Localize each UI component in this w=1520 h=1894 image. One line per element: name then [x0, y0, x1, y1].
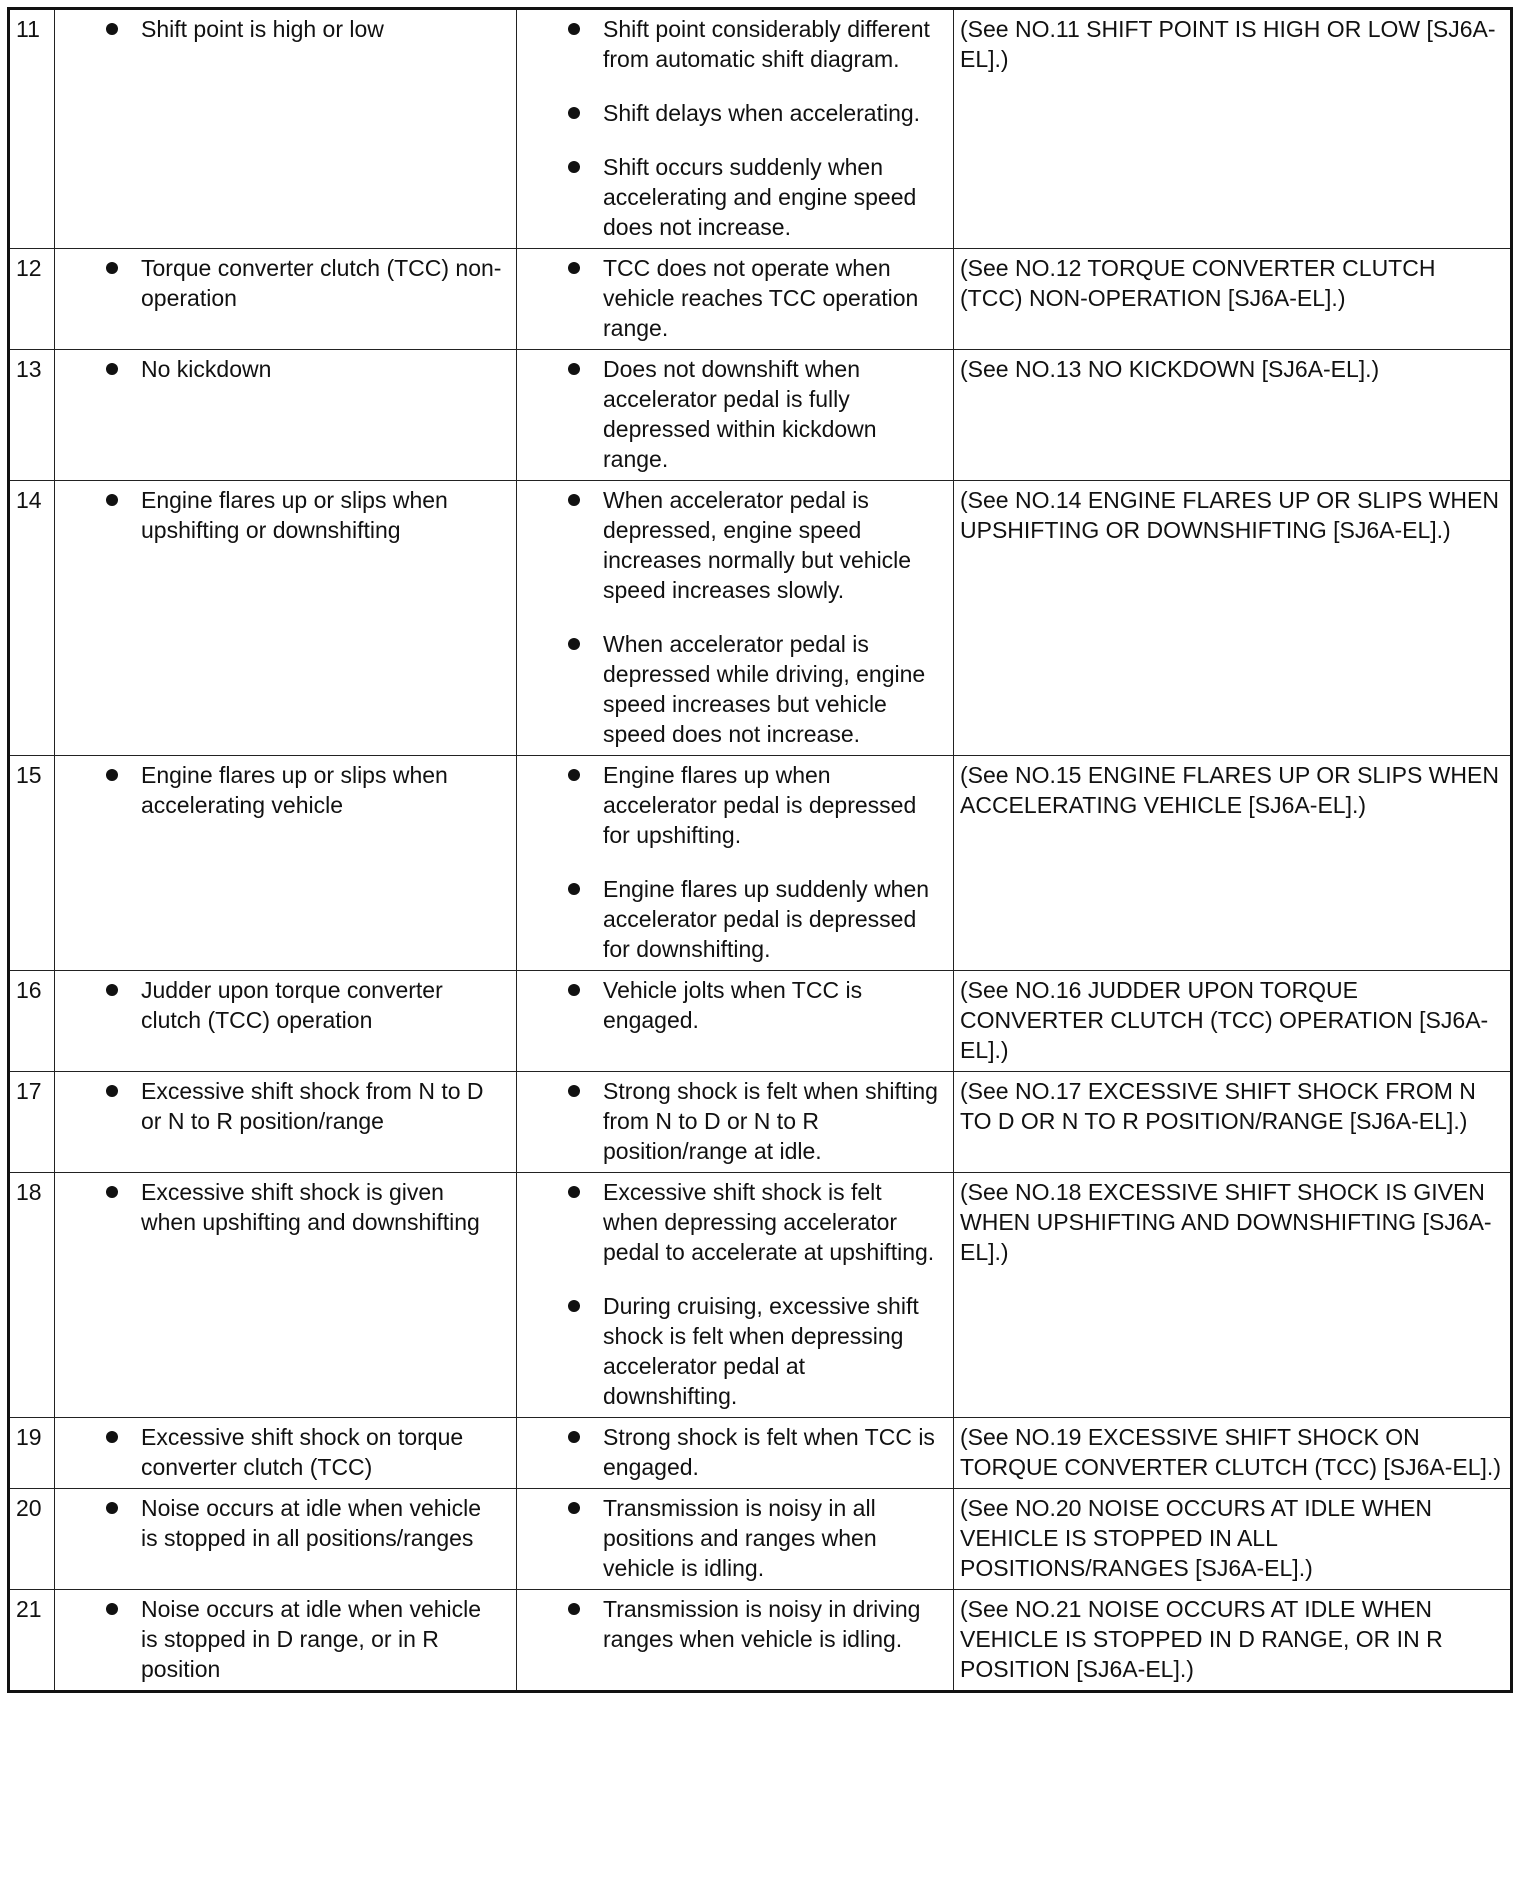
symptom-cell	[55, 756, 517, 971]
condition-text: When accelerator pedal is depressed while driving, engine speed increases but vehicle speed does not increase.	[603, 631, 926, 747]
table-row	[9, 756, 1512, 971]
condition-item	[523, 14, 947, 74]
condition-text: Vehicle jolts when TCC is engaged.	[603, 977, 863, 1033]
row-number: 20	[9, 1489, 55, 1590]
reference-cell: (See NO.21 NOISE OCCURS AT IDLE WHEN VEHICLE IS STOPPED IN D RANGE, OR IN R POSITION [SJ6A-EL].)	[954, 1590, 1512, 1692]
bullet-icon	[568, 638, 580, 650]
bullet-icon	[568, 769, 580, 781]
bullet-icon	[106, 1186, 118, 1198]
bullet-icon	[568, 1186, 580, 1198]
condition-cell	[517, 1489, 954, 1590]
condition-item	[523, 1422, 947, 1482]
reference-cell: (See NO.11 SHIFT POINT IS HIGH OR LOW [SJ6A-EL].)	[954, 9, 1512, 249]
bullet-icon	[568, 161, 580, 173]
symptom-text: Excessive shift shock on torque converter clutch (TCC)	[141, 1424, 464, 1480]
symptom-cell	[55, 1590, 517, 1692]
reference-cell: (See NO.20 NOISE OCCURS AT IDLE WHEN VEHICLE IS STOPPED IN ALL POSITIONS/RANGES [SJ6A-EL].)	[954, 1489, 1512, 1590]
symptom-text: Judder upon torque converter clutch (TCC) operation	[141, 977, 443, 1033]
condition-item	[523, 152, 947, 242]
bullet-icon	[568, 107, 580, 119]
reference-cell: (See NO.19 EXCESSIVE SHIFT SHOCK ON TORQUE CONVERTER CLUTCH (TCC) [SJ6A-EL].)	[954, 1418, 1512, 1489]
row-number: 16	[9, 971, 55, 1072]
symptom-text: Excessive shift shock is given when upshifting and downshifting	[141, 1179, 480, 1235]
symptom-cell	[55, 481, 517, 756]
table-row	[9, 1173, 1512, 1418]
symptom-text: Noise occurs at idle when vehicle is stopped in all positions/ranges	[141, 1495, 482, 1551]
condition-text: Shift point considerably different from automatic shift diagram.	[603, 16, 930, 72]
symptom-cell	[55, 1173, 517, 1418]
condition-item	[523, 975, 947, 1035]
troubleshooting-page	[7, 7, 1510, 1693]
table-row	[9, 9, 1512, 249]
reference-cell: (See NO.14 ENGINE FLARES UP OR SLIPS WHEN UPSHIFTING OR DOWNSHIFTING [SJ6A-EL].)	[954, 481, 1512, 756]
bullet-icon	[106, 1431, 118, 1443]
bullet-icon	[106, 984, 118, 996]
bullet-icon	[568, 262, 580, 274]
row-number: 14	[9, 481, 55, 756]
reference-cell: (See NO.15 ENGINE FLARES UP OR SLIPS WHEN ACCELERATING VEHICLE [SJ6A-EL].)	[954, 756, 1512, 971]
bullet-icon	[568, 363, 580, 375]
symptom-text: Noise occurs at idle when vehicle is stopped in D range, or in R position	[141, 1596, 482, 1682]
symptom-item	[61, 354, 510, 384]
condition-item	[523, 98, 947, 128]
symptom-cell	[55, 350, 517, 481]
symptom-item	[61, 1177, 510, 1237]
bullet-icon	[106, 494, 118, 506]
row-number: 17	[9, 1072, 55, 1173]
condition-cell	[517, 971, 954, 1072]
table-row	[9, 1418, 1512, 1489]
condition-cell	[517, 1590, 954, 1692]
table-row	[9, 1590, 1512, 1692]
condition-text: Engine flares up suddenly when accelerator pedal is depressed for downshifting.	[603, 876, 930, 962]
condition-item	[523, 1594, 947, 1654]
condition-item	[523, 354, 947, 474]
condition-text: During cruising, excessive shift shock is felt when depressing accelerator pedal at downshifting.	[603, 1293, 919, 1409]
condition-cell	[517, 1418, 954, 1489]
table-row	[9, 1489, 1512, 1590]
symptom-cell	[55, 9, 517, 249]
bullet-icon	[568, 984, 580, 996]
symptom-item	[61, 253, 510, 313]
table-body	[9, 9, 1512, 1692]
symptom-item	[61, 485, 510, 545]
condition-text: Strong shock is felt when TCC is engaged.	[603, 1424, 935, 1480]
row-number: 18	[9, 1173, 55, 1418]
bullet-icon	[106, 769, 118, 781]
row-number: 13	[9, 350, 55, 481]
bullet-icon	[568, 23, 580, 35]
symptom-item	[61, 14, 510, 44]
condition-item	[523, 485, 947, 605]
reference-cell: (See NO.12 TORQUE CONVERTER CLUTCH (TCC) NON-OPERATION [SJ6A-EL].)	[954, 249, 1512, 350]
condition-item	[523, 760, 947, 850]
symptom-item	[61, 760, 510, 820]
condition-text: When accelerator pedal is depressed, engine speed increases normally but vehicle speed increases slowly.	[603, 487, 912, 603]
symptom-cell	[55, 1418, 517, 1489]
condition-cell	[517, 249, 954, 350]
row-number: 15	[9, 756, 55, 971]
row-number: 21	[9, 1590, 55, 1692]
row-number: 11	[9, 9, 55, 249]
condition-text: Engine flares up when accelerator pedal is depressed for upshifting.	[603, 762, 917, 848]
reference-cell: (See NO.18 EXCESSIVE SHIFT SHOCK IS GIVEN WHEN UPSHIFTING AND DOWNSHIFTING [SJ6A-EL].)	[954, 1173, 1512, 1418]
row-number: 12	[9, 249, 55, 350]
condition-item	[523, 1493, 947, 1583]
condition-item	[523, 1291, 947, 1411]
symptom-item	[61, 1594, 510, 1684]
condition-text: Shift delays when accelerating.	[603, 100, 921, 126]
symptom-text: Engine flares up or slips when accelerating vehicle	[141, 762, 448, 818]
bullet-icon	[568, 1431, 580, 1443]
table-row	[9, 249, 1512, 350]
symptom-troubleshooting-table	[7, 7, 1513, 1693]
condition-text: Strong shock is felt when shifting from N to D or N to R position/range at idle.	[603, 1078, 938, 1164]
table-row	[9, 481, 1512, 756]
bullet-icon	[106, 23, 118, 35]
condition-item	[523, 253, 947, 343]
symptom-item	[61, 975, 510, 1035]
table-row	[9, 1072, 1512, 1173]
bullet-icon	[106, 1085, 118, 1097]
bullet-icon	[568, 1300, 580, 1312]
reference-cell: (See NO.17 EXCESSIVE SHIFT SHOCK FROM N TO D OR N TO R POSITION/RANGE [SJ6A-EL].)	[954, 1072, 1512, 1173]
condition-item	[523, 1177, 947, 1267]
condition-text: Shift occurs suddenly when accelerating and engine speed does not increase.	[603, 154, 917, 240]
symptom-text: Excessive shift shock from N to D or N to R position/range	[141, 1078, 484, 1134]
symptom-cell	[55, 1072, 517, 1173]
symptom-cell	[55, 249, 517, 350]
bullet-icon	[568, 883, 580, 895]
reference-cell: (See NO.13 NO KICKDOWN [SJ6A-EL].)	[954, 350, 1512, 481]
symptom-cell	[55, 1489, 517, 1590]
bullet-icon	[568, 1603, 580, 1615]
condition-cell	[517, 1173, 954, 1418]
condition-cell	[517, 481, 954, 756]
condition-text: Transmission is noisy in driving ranges when vehicle is idling.	[603, 1596, 921, 1652]
bullet-icon	[106, 262, 118, 274]
bullet-icon	[106, 1603, 118, 1615]
row-number: 19	[9, 1418, 55, 1489]
bullet-icon	[568, 494, 580, 506]
table-row	[9, 971, 1512, 1072]
condition-item	[523, 874, 947, 964]
symptom-text: No kickdown	[141, 356, 272, 382]
symptom-text: Shift point is high or low	[141, 16, 384, 42]
symptom-item	[61, 1422, 510, 1482]
symptom-text: Torque converter clutch (TCC) non-operation	[141, 255, 502, 311]
condition-cell	[517, 756, 954, 971]
condition-cell	[517, 350, 954, 481]
condition-item	[523, 629, 947, 749]
table-row	[9, 350, 1512, 481]
condition-text: TCC does not operate when vehicle reaches TCC operation range.	[603, 255, 919, 341]
bullet-icon	[568, 1502, 580, 1514]
condition-cell	[517, 9, 954, 249]
condition-text: Transmission is noisy in all positions and ranges when vehicle is idling.	[603, 1495, 877, 1581]
condition-text: Excessive shift shock is felt when depressing accelerator pedal to accelerate at upshifting.	[603, 1179, 935, 1265]
bullet-icon	[568, 1085, 580, 1097]
reference-cell: (See NO.16 JUDDER UPON TORQUE CONVERTER CLUTCH (TCC) OPERATION [SJ6A-EL].)	[954, 971, 1512, 1072]
condition-text: Does not downshift when accelerator pedal is fully depressed within kickdown range.	[603, 356, 877, 472]
condition-cell	[517, 1072, 954, 1173]
symptom-cell	[55, 971, 517, 1072]
symptom-text: Engine flares up or slips when upshifting or downshifting	[141, 487, 448, 543]
condition-item	[523, 1076, 947, 1166]
symptom-item	[61, 1076, 510, 1136]
bullet-icon	[106, 363, 118, 375]
bullet-icon	[106, 1502, 118, 1514]
symptom-item	[61, 1493, 510, 1553]
